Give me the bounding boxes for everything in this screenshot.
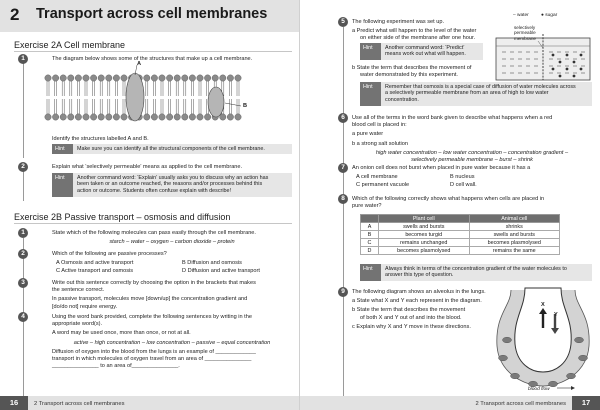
- legend-sugar: ● sugar: [541, 13, 558, 18]
- red-blood-cell: [503, 337, 512, 343]
- phospholipid-head: [197, 114, 203, 120]
- legend-water: – water: [513, 13, 529, 18]
- question-text: Write out this sentence correctly by choosing the option in the brackets that makes the sentence correct. In passive transport, molecules move [down/up] the concentration gradient and [do/do not] require energy.: [52, 280, 256, 310]
- table-cell: remains unchanged: [379, 239, 470, 247]
- footer-text: 2 Transport across cell membranes: [475, 401, 566, 407]
- fatty-acid-tail: [153, 81, 155, 96]
- phospholipid-head: [68, 75, 74, 81]
- red-blood-cell: [575, 337, 584, 343]
- phospholipid-head: [106, 75, 112, 81]
- phospholipid-head: [121, 75, 127, 81]
- diagram-label-b: B: [243, 103, 248, 109]
- fatty-acid-tail: [207, 81, 209, 96]
- table-cell: D: [361, 247, 379, 255]
- hint-box: [360, 264, 592, 281]
- sugar-molecule: [573, 61, 576, 64]
- sugar-molecule: [559, 75, 562, 78]
- osmosis-experiment-diagram: [490, 12, 596, 82]
- fatty-acid-tail: [115, 99, 117, 114]
- question-line: [23, 238, 24, 410]
- fatty-acid-tail: [62, 99, 64, 114]
- fatty-acid-tail: [161, 81, 163, 96]
- option-c: C permanent vacuole: [356, 182, 410, 188]
- fatty-acid-tail: [100, 99, 102, 114]
- fatty-acid-tail: [108, 99, 110, 114]
- sugar-molecule: [573, 75, 576, 78]
- fatty-acid-tail: [184, 99, 186, 114]
- question-text: State which of the following molecules can pass easily through the cell membrane.: [52, 230, 256, 236]
- fatty-acid-tail: [55, 99, 57, 114]
- phospholipid-head: [166, 75, 172, 81]
- phospholipid-head: [121, 114, 127, 120]
- phospholipid-head: [144, 75, 150, 81]
- question-text: The diagram below shows some of the structures that make up a cell membrane.: [52, 56, 253, 62]
- chapter-number: 2: [10, 5, 20, 24]
- membrane-label: selectively permeable membrane: [514, 25, 536, 41]
- question-text: The following experiment was set up.: [352, 19, 445, 25]
- sugar-molecule: [566, 68, 569, 71]
- arrowhead: [571, 386, 575, 390]
- red-blood-cell: [567, 373, 576, 379]
- sugar-molecule: [566, 54, 569, 57]
- sugar-molecule: [552, 54, 555, 57]
- question-number: 2: [18, 162, 28, 172]
- question-number: 4: [18, 312, 28, 322]
- phospholipid-head: [189, 114, 195, 120]
- option-d: D cell wall.: [450, 182, 477, 188]
- phospholipid-head: [45, 114, 51, 120]
- table-cell: swells and bursts: [469, 231, 560, 239]
- fatty-acid-tail: [93, 81, 95, 96]
- hint-label: Hint: [360, 264, 381, 281]
- red-blood-cell: [499, 355, 508, 361]
- phospholipid-head: [204, 114, 210, 120]
- hint-label: Hint: [52, 144, 73, 154]
- table-cell: C: [361, 239, 379, 247]
- option-c: C Active transport and osmosis: [56, 268, 134, 274]
- fatty-acid-tail: [70, 81, 72, 96]
- phospholipid-head: [52, 75, 58, 81]
- fatty-acid-tail: [191, 99, 193, 114]
- phospholipid-head: [174, 75, 180, 81]
- phospholipid-head: [151, 75, 157, 81]
- option-a: A cell membrane: [356, 174, 398, 180]
- hint-box: [360, 43, 483, 60]
- membrane-protein: [126, 73, 144, 121]
- question-text: Which of the following are passive processes?: [52, 251, 167, 257]
- table-cell: shrinks: [469, 223, 560, 231]
- question-text: Using the word bank provided, complete the following sentences by writing in the appropriate word(s). A word may be used once, more than once, or not at all. active – high concentration – low concentration – passive – equal concentration Diffusion of oxygen into the blood from the lungs is an example of _____________ transport in which molecules of oxygen travel from an area of _______________ _______________ to an area of_______________.: [52, 314, 271, 370]
- membrane-protein: [208, 87, 224, 117]
- hint-box: [360, 82, 592, 106]
- label-y: Y: [554, 312, 558, 318]
- option-b: B nucleus: [450, 174, 475, 180]
- chapter-title: Transport across cell membranes: [36, 6, 268, 22]
- fatty-acid-tail: [199, 99, 201, 114]
- phospholipid-head: [106, 114, 112, 120]
- right-page: [300, 0, 600, 410]
- hint-label: Hint: [52, 173, 73, 197]
- fatty-acid-tail: [229, 81, 231, 96]
- table-row: [361, 223, 560, 231]
- hint-text: Make sure you can identify all the structural components of the cell membrane.: [77, 145, 265, 152]
- fatty-acid-tail: [176, 81, 178, 96]
- hint-text: Remember that osmosis is a special case of diffusion of water molecules across a selectively permeable membrane from an area of high to low water concentration.: [385, 83, 576, 103]
- fatty-acid-tail: [146, 81, 148, 96]
- comparison-table: [360, 214, 560, 255]
- red-blood-cell: [511, 373, 520, 379]
- divider: [14, 51, 292, 52]
- fatty-acid-tail: [62, 81, 64, 96]
- hint-text: Always think in terms of the concentration gradient of the water molecules to answer this type of question.: [385, 265, 567, 279]
- table-cell: B: [361, 231, 379, 239]
- chapter-header: [0, 0, 300, 32]
- fatty-acid-tail: [169, 99, 171, 114]
- phospholipid-head: [90, 114, 96, 120]
- fatty-acid-tail: [169, 81, 171, 96]
- question-text: Which of the following correctly shows what happens when cells are placed in pure water?: [352, 196, 545, 210]
- hint-text: Another command word: ‘Predict’ means work out what will happen.: [385, 44, 466, 58]
- phospholipid-head: [83, 75, 89, 81]
- red-blood-cell: [579, 355, 588, 361]
- phospholipid-head: [90, 75, 96, 81]
- table-cell: remains the same: [469, 247, 560, 255]
- table-row: [361, 247, 560, 255]
- fatty-acid-tail: [184, 81, 186, 96]
- phospholipid-head: [151, 114, 157, 120]
- label-x: X: [541, 302, 545, 308]
- fatty-acid-tail: [77, 99, 79, 114]
- question-text: The following diagram shows an alveolus in the lungs. a State what X and Y each represent in the diagram. b State the term that describes the movement of both X and Y out of and into the blood. c Explain why X and Y move in these directions.: [352, 289, 486, 330]
- phospholipid-head: [204, 75, 210, 81]
- fatty-acid-tail: [108, 81, 110, 96]
- divider: [14, 223, 292, 224]
- fatty-acid-tail: [85, 81, 87, 96]
- fatty-acid-tail: [237, 99, 239, 114]
- fatty-acid-tail: [161, 99, 163, 114]
- fatty-acid-tail: [77, 81, 79, 96]
- fatty-acid-tail: [176, 99, 178, 114]
- exercise-2b-heading: Exercise 2B Passive transport – osmosis and diffusion: [14, 212, 231, 222]
- question-text: Use all of the terms in the word bank given to describe what happens when a red blood cell is placed in: a pure water b a strong salt solution high water concentration – low water concentration – concentration gradient – selectively permeable membrane – burst – shrink: [352, 115, 569, 164]
- question-number: 2: [18, 249, 28, 259]
- table-cell: swells and bursts: [379, 223, 470, 231]
- table-row: [361, 231, 560, 239]
- sugar-molecule: [552, 68, 555, 71]
- phospholipid-head: [182, 114, 188, 120]
- phospholipid-head: [227, 114, 233, 120]
- fatty-acid-tail: [191, 81, 193, 96]
- question-number: 6: [338, 113, 348, 123]
- question-number: 1: [18, 54, 28, 64]
- question-text: Identify the structures labelled A and B.: [52, 136, 149, 142]
- question-number: 3: [18, 278, 28, 288]
- fatty-acid-tail: [123, 81, 125, 96]
- fatty-acid-tail: [85, 99, 87, 114]
- phospholipid-head: [189, 75, 195, 81]
- question-part-b: b State the term that describes the movement of water demonstrated by this experiment.: [352, 65, 472, 79]
- fatty-acid-tail: [47, 99, 49, 114]
- fatty-acid-tail: [237, 81, 239, 96]
- phospholipid-head: [98, 75, 104, 81]
- phospholipid-head: [60, 114, 66, 120]
- table-cell: becomes plasmolysed: [469, 239, 560, 247]
- phospholipid-head: [235, 75, 241, 81]
- question-number: 8: [338, 194, 348, 204]
- red-blood-cell: [549, 381, 558, 387]
- question-line: [23, 63, 24, 158]
- question-number: 7: [338, 163, 348, 173]
- fatty-acid-tail: [229, 99, 231, 114]
- table-row: [361, 239, 560, 247]
- phospholipid-head: [113, 114, 119, 120]
- hint-label: Hint: [360, 43, 381, 60]
- page-number: 16: [0, 396, 28, 410]
- phospholipid-head: [197, 75, 203, 81]
- table-header: [361, 215, 379, 223]
- word-list: starch – water – oxygen – carbon dioxide – protein: [109, 239, 235, 245]
- table-cell: A: [361, 223, 379, 231]
- fatty-acid-tail: [47, 81, 49, 96]
- hint-box: [52, 173, 292, 197]
- table-cell: becomes plasmolysed: [379, 247, 470, 255]
- fatty-acid-tail: [146, 99, 148, 114]
- fatty-acid-tail: [153, 99, 155, 114]
- phospholipid-head: [60, 75, 66, 81]
- phospholipid-head: [212, 75, 218, 81]
- phospholipid-head: [174, 114, 180, 120]
- question-line: [23, 171, 24, 201]
- phospholipid-head: [235, 114, 241, 120]
- phospholipid-head: [52, 114, 58, 120]
- footer-text: 2 Transport across cell membranes: [34, 401, 125, 407]
- question-text: Explain what ‘selectively permeable’ means as applied to the cell membrane.: [52, 164, 243, 170]
- phospholipid-head: [144, 114, 150, 120]
- hint-box: [52, 144, 292, 154]
- phospholipid-head: [159, 75, 165, 81]
- option-b: B Diffusion and osmosis: [182, 260, 242, 266]
- table-header: Plant cell: [379, 215, 470, 223]
- phospholipid-head: [75, 75, 81, 81]
- sugar-molecule: [580, 54, 583, 57]
- table-cell: becomes turgid: [379, 231, 470, 239]
- fatty-acid-tail: [115, 81, 117, 96]
- phospholipid-head: [68, 114, 74, 120]
- fatty-acid-tail: [70, 99, 72, 114]
- sugar-molecule: [559, 61, 562, 64]
- alveolus-diagram: [493, 284, 593, 396]
- phospholipid-head: [75, 114, 81, 120]
- phospholipid-head: [220, 75, 226, 81]
- exercise-2a-heading: Exercise 2A Cell membrane: [14, 40, 126, 50]
- question-text: An onion cell does not burst when placed in pure water because it has a: [352, 165, 531, 171]
- phospholipid-head: [159, 114, 165, 120]
- phospholipid-head: [83, 114, 89, 120]
- phospholipid-head: [113, 75, 119, 81]
- table-header-row: [361, 215, 560, 223]
- label-line-b: [225, 103, 241, 106]
- question-number: 5: [338, 17, 348, 27]
- question-number: 9: [338, 287, 348, 297]
- phospholipid-head: [45, 75, 51, 81]
- option-a: A Osmosis and active transport: [56, 260, 134, 266]
- option-d: D Diffusion and active transport: [182, 268, 260, 274]
- blood-flow-label: blood flow: [528, 387, 550, 392]
- fatty-acid-tail: [93, 99, 95, 114]
- fatty-acid-tail: [199, 81, 201, 96]
- question-part-a: a Predict what will happen to the level of the water on either side of the membrane after one hour.: [352, 28, 477, 42]
- alveolus-wall: [515, 288, 571, 372]
- fatty-acid-tail: [55, 81, 57, 96]
- question-line: [343, 27, 344, 403]
- phospholipid-head: [166, 114, 172, 120]
- cell-membrane-diagram: [40, 62, 250, 132]
- phospholipid-head: [98, 114, 104, 120]
- page-number: 17: [572, 396, 600, 410]
- fatty-acid-tail: [100, 81, 102, 96]
- phospholipid-head: [182, 75, 188, 81]
- table-header: Animal cell: [469, 215, 560, 223]
- phospholipid-head: [227, 75, 233, 81]
- hint-text: Another command word: ‘Explain’ usually asks you to discuss why an action has been taken or an outcome reached, the reasons and/or processes behind this action or outcome. Students often confuse explain with describe!: [77, 174, 269, 194]
- hint-label: Hint: [360, 82, 381, 106]
- sugar-molecule: [580, 68, 583, 71]
- question-number: 1: [18, 228, 28, 238]
- diagram-label-a: A: [137, 61, 142, 67]
- fatty-acid-tail: [123, 99, 125, 114]
